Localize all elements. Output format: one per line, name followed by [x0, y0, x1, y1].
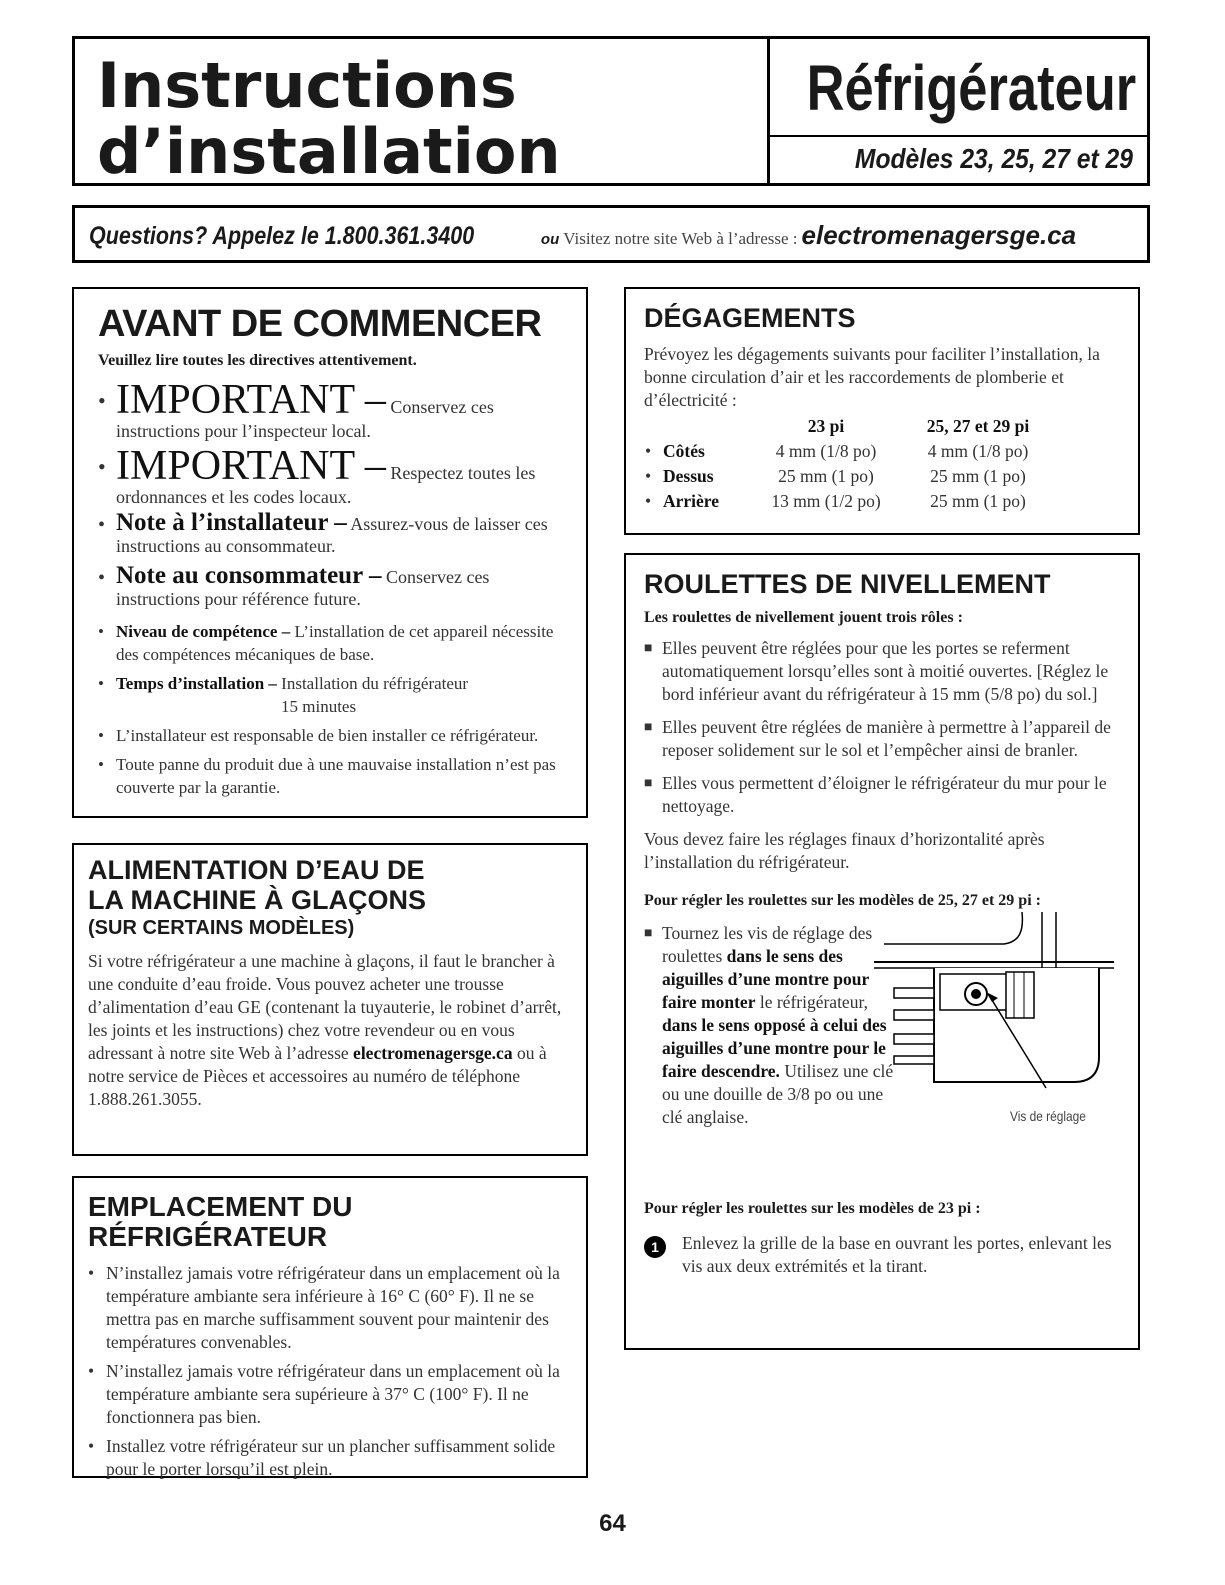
- degagements-title: DÉGAGEMENTS: [644, 303, 856, 333]
- table-row: • Dessus 25 mm (1 po) 25 mm (1 po): [644, 464, 1054, 489]
- emplacement-list: [88, 1262, 574, 1481]
- alimentation-title-line-2: LA MACHINE À GLAÇONS: [88, 885, 426, 915]
- item-lead: Note au consommateur –: [116, 562, 382, 589]
- item-lead: IMPORTANT –: [116, 377, 386, 423]
- list-item: • IMPORTANT – Conservez ces instructions pour l’inspecteur local.: [98, 377, 494, 441]
- cell: 25 mm (1 po): [930, 491, 1026, 511]
- adjust-text: Utilisez une clé ou une douille de 3/8 po ou une clé anglaise.: [662, 1061, 894, 1127]
- alimentation-title: [88, 855, 572, 915]
- roller-adjust-illustration: [874, 912, 1114, 1112]
- table-row: • Côtés 4 mm (1/8 po) 4 mm (1/8 po): [644, 439, 1054, 464]
- item-text: Respectez toutes les ordonnances et les codes locaux.: [116, 463, 536, 507]
- item-lead: IMPORTANT –: [116, 443, 386, 489]
- degagements-intro: Prévoyez les dégagements suivants pour faciliter l’installation, la bonne circulation d’air et les raccordements de plomberie et d’électricité :: [644, 344, 1100, 410]
- roulettes-list: [644, 637, 1124, 818]
- questions-ou: ou: [540, 231, 560, 248]
- roulettes-subtitle: Les roulettes de nivellement jouent trois rôles :: [644, 609, 963, 626]
- adjust-instructions: ■ Tournez les vis de réglage des roulettes dans le sens des aiguilles d’une montre pour faire monter le réfrigérateur, dans le sens opposé à celui des aiguilles d’une montre pour le faire descendre. Utilisez une clé ou une douille de 3/8 po ou une clé anglaise.: [644, 923, 894, 1127]
- title-line-1: Instructions: [97, 49, 517, 122]
- alimentation-subtitle: (SUR CERTAINS MODÈLES): [88, 917, 355, 939]
- questions-phone: Questions? Appelez le 1.800.361.3400: [89, 222, 475, 250]
- avant-list: [98, 377, 572, 799]
- website-link[interactable]: electromenagersge.ca: [801, 220, 1077, 250]
- cell: 13 mm (1/2 po): [771, 491, 881, 511]
- list-item: • Temps d’installation – Installation du réfrigérateur 15 minutes: [98, 672, 572, 718]
- list-item: ■ Elles vous permettent d’éloigner le réfrigérateur du mur pour le nettoyage.: [644, 772, 1124, 818]
- item-text: L’installation de cet appareil nécessite des compétences mécaniques de base.: [116, 622, 554, 664]
- list-item: • Toute panne du produit due à une mauvaise installation n’est pas couverte par la garantie.: [98, 755, 556, 797]
- header-divider: [767, 39, 770, 183]
- col-header: 25, 27 et 29 pi: [926, 416, 1030, 436]
- item-text: Conservez ces instructions pour référence future.: [116, 567, 490, 609]
- list-item: • Note à l’installateur – Assurez-vous de laisser ces instructions au consommateur.: [98, 509, 548, 556]
- adjust-text-bold: dans le sens des aiguilles d’une montre pour faire monter: [662, 946, 869, 1012]
- models-label: Modèles 23, 25, 27 et 29: [854, 143, 1133, 174]
- alimentation-website-link[interactable]: electromenagersge.ca: [353, 1043, 513, 1063]
- page-number: 64: [599, 1510, 626, 1537]
- adjust-text: Tournez les vis de réglage des roulettes: [662, 923, 873, 966]
- emplacement-title: EMPLACEMENT DU RÉFRIGÉRATEUR: [88, 1191, 353, 1252]
- item-extra: 15 minutes: [281, 697, 357, 716]
- row-label: Dessus: [663, 466, 714, 486]
- avant-title: AVANT DE COMMENCER: [98, 303, 542, 345]
- item-text: Assurez-vous de laisser ces instructions au consommateur.: [116, 514, 548, 556]
- item-text: L’installateur est responsable de bien installer ce réfrigérateur.: [116, 726, 539, 745]
- roulettes-title: ROULETTES DE NIVELLEMENT: [644, 569, 1051, 599]
- models-25-heading: Pour régler les roulettes sur les modèles de 25, 27 et 29 pi :: [644, 892, 1041, 909]
- avant-subtitle: Veuillez lire toutes les directives attentivement.: [98, 352, 417, 369]
- models-23-heading: Pour régler les roulettes sur les modèles de 23 pi :: [644, 1200, 981, 1217]
- row-label: Arrière: [663, 491, 720, 511]
- step-1-text: Enlevez la grille de la base en ouvrant les portes, enlevant les vis aux deux extrémités et la tirant.: [682, 1233, 1112, 1276]
- emplacement-section: [72, 1176, 588, 1478]
- cell: 25 mm (1 po): [778, 466, 874, 486]
- list-item: ■ Elles peuvent être réglées pour que les portes se referment automatiquement lorsqu’elles sont à moitié ouvertes. [Réglez le bord inférieur avant du réfrigérateur à 15 mm (5/8 po) du sol.]: [644, 637, 1124, 706]
- cell: 25 mm (1 po): [930, 466, 1026, 486]
- alimentation-title-line-1: ALIMENTATION D’EAU DE: [88, 855, 425, 885]
- list-item: • N’installez jamais votre réfrigérateur dans un emplacement où la température ambiante sera supérieure à 37° C (100° F). Il ne fonctionnera pas bien.: [88, 1360, 574, 1429]
- title-header: [72, 36, 1150, 186]
- alimentation-section: [72, 843, 588, 1156]
- clearance-table: [644, 414, 1054, 514]
- page-title: [97, 49, 561, 188]
- questions-bar: [72, 205, 1150, 263]
- adjust-text-bold: dans le sens opposé à celui des aiguilles d’une montre pour le faire descendre.: [662, 1015, 887, 1081]
- cell: 4 mm (1/8 po): [775, 441, 877, 461]
- row-label: Côtés: [663, 441, 705, 461]
- adjust-text: le réfrigérateur,: [759, 992, 868, 1012]
- table-header-row: [644, 414, 1054, 439]
- adjust-block: [644, 922, 1124, 1192]
- item-text: Conservez ces instructions pour l’inspecteur local.: [116, 397, 494, 441]
- alimentation-body-text-2: ou à notre service de Pièces et accessoires au numéro de téléphone 1.888.261.3055.: [88, 1043, 547, 1109]
- alimentation-body-text: Si votre réfrigérateur a une machine à glaçons, il faut le brancher à une conduite d’eau froide. Vous pouvez acheter une trousse d’alimentation d’eau GE (contenant la tuyauterie, le robinet d’arrêt, les joints et les instructions) chez votre revendeur ou en vous adressant à notre site Web à l’adresse: [88, 951, 562, 1063]
- roulettes-section: [624, 553, 1140, 1350]
- degagements-section: [624, 287, 1140, 535]
- item-lead: Note à l’installateur –: [116, 509, 347, 536]
- cell: 4 mm (1/8 po): [927, 441, 1029, 461]
- item-lead: Temps d’installation –: [116, 674, 277, 693]
- list-item: • Note au consommateur – Conservez ces instructions pour référence future.: [98, 562, 490, 609]
- item-text: Installation du réfrigérateur: [281, 674, 469, 693]
- step-1: [644, 1232, 1124, 1278]
- title-line-2: d’installation: [97, 115, 561, 188]
- product-name: Réfrigérateur: [806, 52, 1137, 124]
- item-text: Toute panne du produit due à une mauvaise installation n’est pas couverte par la garantie.: [116, 755, 556, 797]
- item-lead: Niveau de compétence –: [116, 622, 291, 641]
- col-header: 23 pi: [807, 416, 845, 436]
- header-rule: [770, 135, 1147, 137]
- list-item: • Niveau de compétence – L’installation de cet appareil nécessite des compétences mécaniques de base.: [98, 622, 554, 664]
- roulettes-final-note: Vous devez faire les réglages finaux d’horizontalité après l’installation du réfrigérateur.: [644, 829, 1045, 872]
- avant-section: [72, 287, 588, 818]
- alimentation-body: [88, 950, 572, 1111]
- list-item: • N’installez jamais votre réfrigérateur dans un emplacement où la température ambiante sera inférieure à 16° C (60° F). Il ne se mettra pas en marche suffisamment souvent pour maintenir des températures convenables.: [88, 1262, 574, 1354]
- list-item: • IMPORTANT – Respectez toutes les ordonnances et les codes locaux.: [98, 443, 536, 507]
- step-1-number: 1: [644, 1236, 666, 1258]
- list-item: • L’installateur est responsable de bien installer ce réfrigérateur.: [98, 726, 539, 745]
- list-item: ■ Elles peuvent être réglées de manière à permettre à l’appareil de reposer solidement sur le sol et l’empêcher ainsi de branler.: [644, 716, 1124, 762]
- table-row: • Arrière 13 mm (1/2 po) 25 mm (1 po): [644, 489, 1054, 514]
- questions-visit-text: Visitez notre site Web à l’adresse :: [563, 229, 798, 248]
- list-item: • Installez votre réfrigérateur sur un plancher suffisamment solide pour le porter lorsqu’il est plein.: [88, 1435, 574, 1481]
- figure-label: Vis de réglage: [1010, 1108, 1086, 1124]
